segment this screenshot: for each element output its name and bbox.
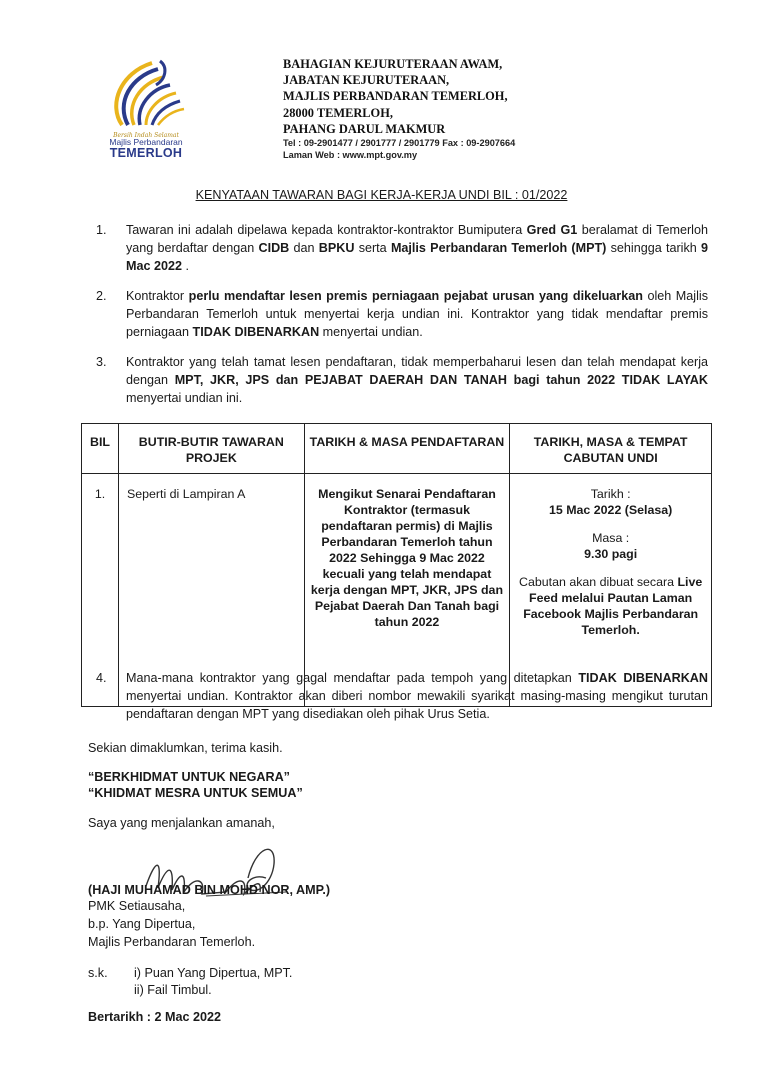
- cell-bil-text: 1.: [94, 487, 106, 501]
- closing-thanks: Sekian dimaklumkan, terima kasih.: [88, 741, 283, 755]
- paragraph-4: Mana-mana kontraktor yang gagal mendaftar pada tempoh yang ditetapkan TIDAK DIBENARKAN menyertai undian. Kontraktor akan diberi nombor mewakili syarikat masing-masing mengikut turutan pendaftaran dengan MPT yang disediakan oleh pihak Urus Setia.: [126, 671, 708, 721]
- table-header-row: [82, 424, 712, 474]
- paragraph-number: 3.: [96, 355, 107, 369]
- letterhead-address: [283, 56, 508, 137]
- masa-label: Masa :: [592, 531, 630, 545]
- column-header-pendaftaran: TARIKH & MASA PENDAFTARAN: [304, 424, 510, 474]
- closing-amanah: Saya yang menjalankan amanah,: [88, 816, 275, 830]
- contact-phone-fax: Tel : 09-2901477 / 2901777 / 2901779 Fax : 09-2907664: [283, 138, 516, 148]
- document-title-text: KENYATAAN TAWARAN BAGI KERJA-KERJA UNDI BIL : 01/2022: [195, 188, 568, 202]
- address-line: JABATAN KEJURUTERAAN,: [283, 73, 450, 88]
- contact-website: Laman Web : www.mpt.gov.my: [283, 150, 418, 160]
- column-header-butir: BUTIR-BUTIR TAWARAN PROJEK: [118, 424, 304, 474]
- masa-value: 9.30 pagi: [584, 547, 638, 561]
- column-header-cabutan: TARIKH, MASA & TEMPAT CABUTAN UNDI: [510, 424, 712, 474]
- paragraph-number: 2.: [96, 289, 107, 303]
- letterhead-contact: [283, 137, 515, 161]
- address-line: BAHAGIAN KEJURUTERAAN AWAM,: [283, 57, 503, 71]
- address-line: PAHANG DARUL MAKMUR: [283, 121, 446, 136]
- paragraph-3: Kontraktor yang telah tamat lesen pendaftaran, tidak memperbaharui lesen dan telah mendapat kerja dengan MPT, JKR, JPS dan PEJABAT DAERAH DAN TANAH bagi tahun 2022 TIDAK LAYAK menyertai undian ini.: [126, 355, 708, 405]
- logo-emblem-icon: [100, 55, 192, 135]
- document-date: Bertarikh : 2 Mac 2022: [88, 1010, 222, 1024]
- signer-position: PMK Setiausaha,: [88, 899, 186, 913]
- paragraph-2: Kontraktor perlu mendaftar lesen premis perniagaan pejabat urusan yang dikeluarkan oleh Majlis Perbandaran Temerloh untuk menyertai kerja undian ini. Kontraktor yang tidak mendaftar premis perniagaan TIDAK DIBENARKAN menyertai undian.: [126, 289, 708, 339]
- cell-pendaftaran-text: Mengikut Senarai Pendaftaran Kontraktor (termasuk pendaftaran permis) di Majlis Perbandaran Temerloh tahun 2022 Sehingga 9 Mac 2022 kecuali yang telah mendapat kerja dengan MPT, JKR, JPS dan Pejabat Daerah Dan Tanah bagi tahun 2022: [310, 487, 504, 629]
- tarikh-value: 15 Mac 2022 (Selasa): [549, 503, 673, 517]
- signer-on-behalf: b.p. Yang Dipertua,: [88, 917, 196, 931]
- sk-item: ii) Fail Timbul.: [134, 983, 212, 997]
- motto-1: “BERKHIDMAT UNTUK NEGARA”: [88, 770, 290, 784]
- column-header-bil: BIL: [82, 424, 119, 474]
- paragraph-number: 4.: [96, 671, 107, 685]
- cell-butir-text: Seperti di Lampiran A: [126, 487, 246, 501]
- sk-item: i) Puan Yang Dipertua, MPT.: [134, 966, 293, 980]
- sk-label: s.k.: [88, 966, 108, 980]
- address-line: MAJLIS PERBANDARAN TEMERLOH,: [283, 89, 508, 104]
- tarikh-label: Tarikh :: [590, 487, 631, 501]
- paragraph-1: Tawaran ini adalah dipelawa kepada kontraktor-kontraktor Bumiputera Gred G1 beralamat di Temerloh yang berdaftar dengan CIDB dan BPKU serta Majlis Perbandaran Temerloh (MPT) sehingga tarikh 9 Mac 2022 .: [126, 223, 709, 273]
- signer-organisation: Majlis Perbandaran Temerloh.: [88, 935, 256, 949]
- tempat-text: Cabutan akan dibuat secara Live Feed melalui Pautan Laman Facebook Majlis Perbandaran Temerloh.: [519, 575, 703, 637]
- signer-name: (HAJI MUHAMAD BIN MOHD NOR, AMP.): [88, 883, 331, 897]
- cabutan-details: [510, 474, 711, 638]
- logo-script-text: Bersih Indah Selamat: [113, 132, 179, 139]
- logo-subtitle: Majlis Perbandaran: [109, 137, 183, 147]
- address-line: 28000 TEMERLOH,: [283, 105, 393, 120]
- motto-2: “KHIDMAT MESRA UNTUK SEMUA”: [88, 786, 303, 800]
- tender-table: [81, 423, 712, 707]
- document-title: [0, 187, 763, 203]
- paragraph-number: 1.: [96, 223, 107, 237]
- logo-name: TEMERLOH: [109, 146, 183, 160]
